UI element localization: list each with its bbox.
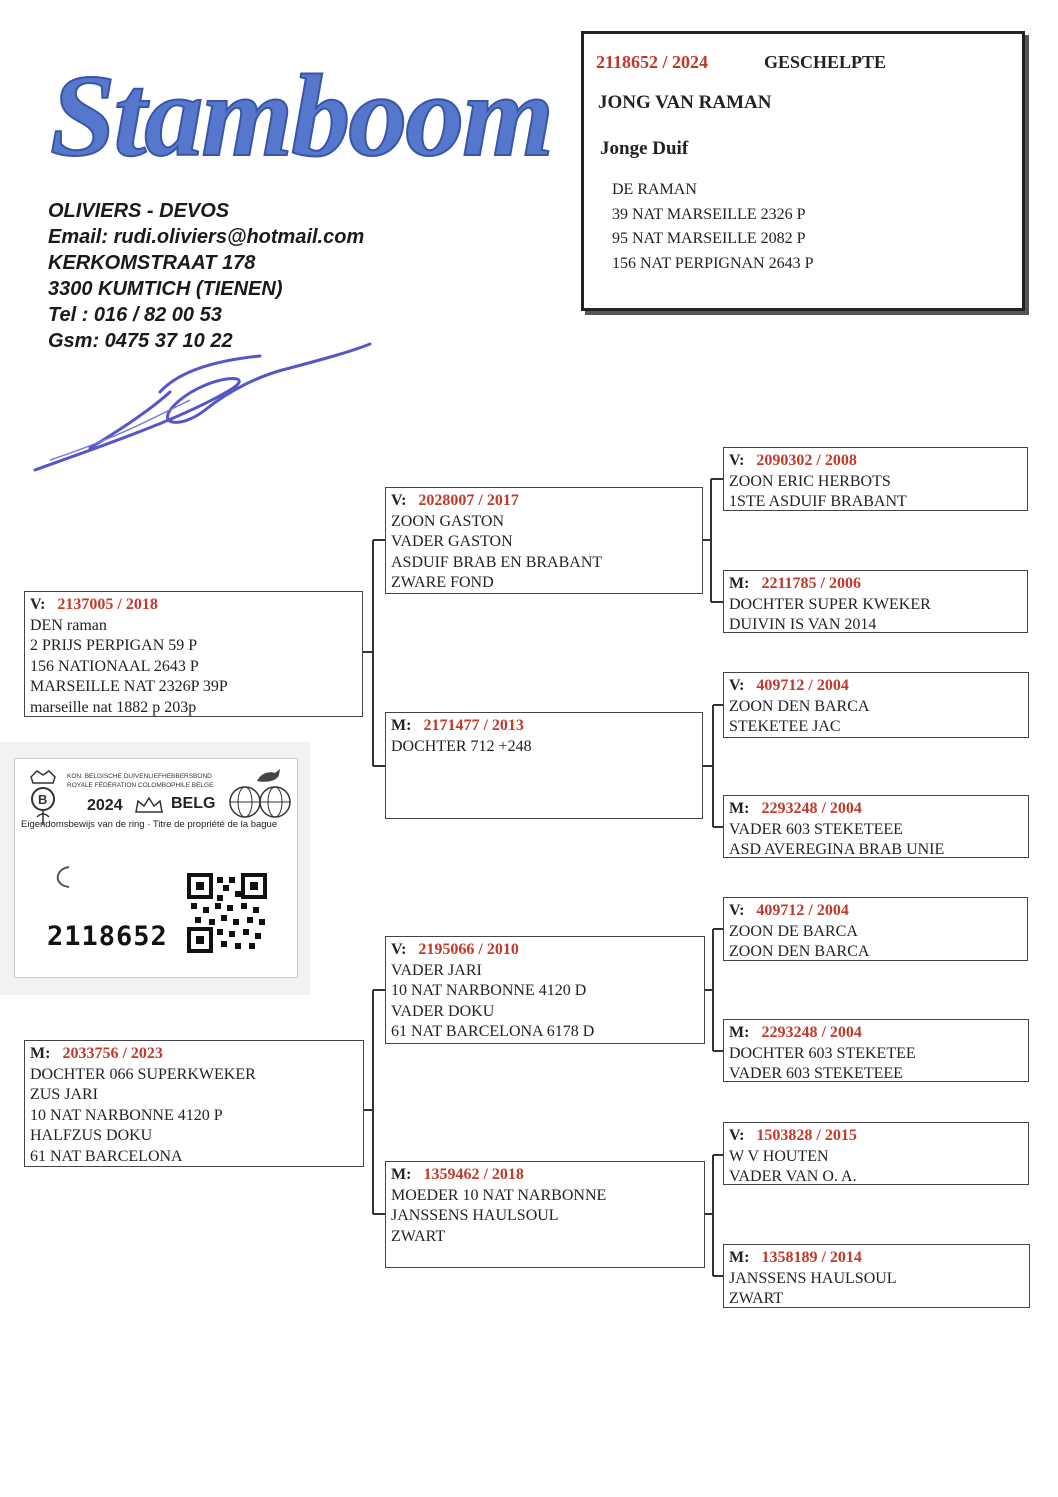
sex-label: V: xyxy=(729,452,745,469)
ring-number: 409712 / 2004 xyxy=(756,902,849,919)
ring-ownership-card xyxy=(0,742,310,995)
sire-dam-box xyxy=(385,712,703,819)
pedigree-line: ZOON GASTON xyxy=(391,512,505,530)
pedigree-line: ASDUIF BRAB EN BRABANT xyxy=(391,553,603,571)
sex-label: V: xyxy=(391,941,407,958)
pedigree-line: 2 PRIJS PERPIGAN 59 P xyxy=(30,637,198,654)
ddd-box xyxy=(723,1244,1030,1308)
owner-gsm: Gsm: 0475 37 10 22 xyxy=(48,330,233,352)
punch-hole-icon xyxy=(49,863,73,891)
sss-box xyxy=(723,447,1028,511)
sex-label: M: xyxy=(30,1045,51,1062)
owner-name: OLIVIERS - DEVOS xyxy=(48,200,230,222)
ring-number: 2137005 / 2018 xyxy=(57,596,158,613)
owner-street: KERKOMSTRAAT 178 xyxy=(48,252,256,274)
owner-tel: Tel : 016 / 82 00 53 xyxy=(48,304,222,326)
sex-label: M: xyxy=(729,575,750,592)
crown-icon xyxy=(133,795,165,815)
bird-result-line: 95 NAT MARSEILLE 2082 P xyxy=(612,230,806,247)
pedigree-line: ZOON DEN BARCA xyxy=(729,697,870,715)
pedigree-line: ZWART xyxy=(729,1290,784,1307)
sex-label: V: xyxy=(30,596,46,613)
ring-number: 1503828 / 2015 xyxy=(756,1127,857,1144)
sire-sire-box xyxy=(385,487,703,594)
pedigree-line: ZWARE FOND xyxy=(391,574,494,591)
bird-result-line: 156 NAT PERPIGNAN 2643 P xyxy=(612,254,814,272)
pedigree-line: 10 NAT NARBONNE 4120 P xyxy=(30,1106,223,1124)
dsd-box xyxy=(723,1019,1029,1082)
sds-box xyxy=(723,672,1029,738)
pedigree-line: DOCHTER 712 +248 xyxy=(391,737,532,755)
sex-label: M: xyxy=(729,1249,750,1266)
sire-box xyxy=(24,591,363,717)
ring-number: 2171477 / 2013 xyxy=(423,717,524,734)
ring-number: 409712 / 2004 xyxy=(756,677,849,694)
pedigree-line: MOEDER 10 NAT NARBONNE xyxy=(391,1186,607,1204)
ring-number: 2028007 / 2017 xyxy=(418,492,519,509)
pedigree-line: VADER JARI xyxy=(391,961,482,979)
pedigree-line: DOCHTER SUPER KWEKER xyxy=(729,595,931,613)
pedigree-line: HALFZUS DOKU xyxy=(30,1127,153,1144)
pedigree-line: VADER 603 STEKETEEE xyxy=(729,820,903,838)
sdd-box xyxy=(723,795,1029,858)
ownership-text: Eigendomsbewijs van de ring · Titre de propriété de la bague xyxy=(21,819,278,830)
sex-label: V: xyxy=(729,902,745,919)
dam-dam-box xyxy=(385,1161,705,1268)
ring-number: 2293248 / 2004 xyxy=(761,1024,862,1041)
pedigree-line: DEN raman xyxy=(30,616,107,634)
ring-number: 1358189 / 2014 xyxy=(761,1249,862,1266)
pedigree-line: VADER GASTON xyxy=(391,533,513,550)
ring-number-large: 2118652 xyxy=(47,921,168,952)
pedigree-line: ZUS JARI xyxy=(30,1086,99,1103)
sex-label: V: xyxy=(729,1127,745,1144)
bird-result-line: 39 NAT MARSEILLE 2326 P xyxy=(612,205,806,223)
ring-number: 1359462 / 2018 xyxy=(423,1166,524,1183)
federation-name-fr: ROYALE FÉDÉRATION COLOMBOPHILE BELGE xyxy=(67,782,214,789)
pedigree-line: marseille nat 1882 p 203p xyxy=(30,698,197,716)
pedigree-line: STEKETEE JAC xyxy=(729,718,841,735)
pedigree-line: ASD AVEREGINA BRAB UNIE xyxy=(729,841,945,858)
ring-number: 2211785 / 2006 xyxy=(761,575,861,592)
pedigree-line: MARSEILLE NAT 2326P 39P xyxy=(30,678,228,695)
qr-code-icon xyxy=(187,873,267,953)
owner-email: Email: rudi.oliviers@hotmail.com xyxy=(48,226,365,248)
pedigree-line: ZOON DEN BARCA xyxy=(729,943,870,960)
title-text: Stamboom xyxy=(50,50,552,180)
sex-label: V: xyxy=(391,492,407,509)
bird-name: JONG VAN RAMAN xyxy=(598,92,772,113)
federation-crest-icon xyxy=(23,767,63,827)
globe-logo-icon xyxy=(229,783,291,821)
ssd-box xyxy=(723,570,1028,633)
sex-label: M: xyxy=(729,1024,750,1041)
bird-color: GESCHELPTE xyxy=(764,52,887,72)
ring-number: 2293248 / 2004 xyxy=(761,800,862,817)
dam-sire-box xyxy=(385,936,705,1044)
ring-number: 2090302 / 2008 xyxy=(756,452,857,469)
pedigree-line: ZOON ERIC HERBOTS xyxy=(729,472,891,490)
dss-box xyxy=(723,897,1028,961)
ring-number: 2195066 / 2010 xyxy=(418,941,519,958)
pedigree-line: 1STE ASDUIF BRABANT xyxy=(729,493,907,510)
pedigree-line: VADER VAN O. A. xyxy=(729,1168,857,1185)
pedigree-line: ZOON DE BARCA xyxy=(729,922,858,940)
pedigree-line: W V HOUTEN xyxy=(729,1147,829,1165)
sex-label: V: xyxy=(729,677,745,694)
dam-box xyxy=(24,1040,364,1167)
sex-label: M: xyxy=(391,1166,412,1183)
bird-result-line: DE RAMAN xyxy=(612,181,697,198)
sex-label: M: xyxy=(729,800,750,817)
owner-city: 3300 KUMTICH (TIENEN) xyxy=(48,278,283,300)
sex-label: M: xyxy=(391,717,412,734)
pedigree-line: 61 NAT BARCELONA xyxy=(30,1147,183,1165)
pedigree-line: JANSSENS HAULSOUL xyxy=(391,1207,559,1224)
ring-year: 2024 xyxy=(87,797,123,814)
pedigree-line: DOCHTER 066 SUPERKWEKER xyxy=(30,1065,256,1083)
pedigree-line: JANSSENS HAULSOUL xyxy=(729,1269,897,1287)
ring-number: 2033756 / 2023 xyxy=(62,1045,163,1062)
pedigree-line: VADER DOKU xyxy=(391,1002,495,1020)
bird-ring-number: 2118652 / 2024 xyxy=(596,52,709,72)
pedigree-line: VADER 603 STEKETEEE xyxy=(729,1065,903,1082)
pedigree-line: 156 NATIONAAL 2643 P xyxy=(30,657,199,675)
bird-type: Jonge Duif xyxy=(600,138,689,159)
pedigree-line: DUIVIN IS VAN 2014 xyxy=(729,616,877,633)
dds-box xyxy=(723,1122,1029,1185)
ring-country: BELG xyxy=(171,795,216,812)
svg-text:B: B xyxy=(38,792,48,807)
pedigree-line: 10 NAT NARBONNE 4120 D xyxy=(391,982,587,999)
federation-name-nl: KON. BELGISCHE DUIVENLIEFHEBBERSBOND xyxy=(67,773,212,780)
pedigree-line: DOCHTER 603 STEKETEE xyxy=(729,1044,916,1062)
pedigree-line: 61 NAT BARCELONA 6178 D xyxy=(391,1023,595,1040)
pedigree-line: ZWART xyxy=(391,1227,446,1245)
